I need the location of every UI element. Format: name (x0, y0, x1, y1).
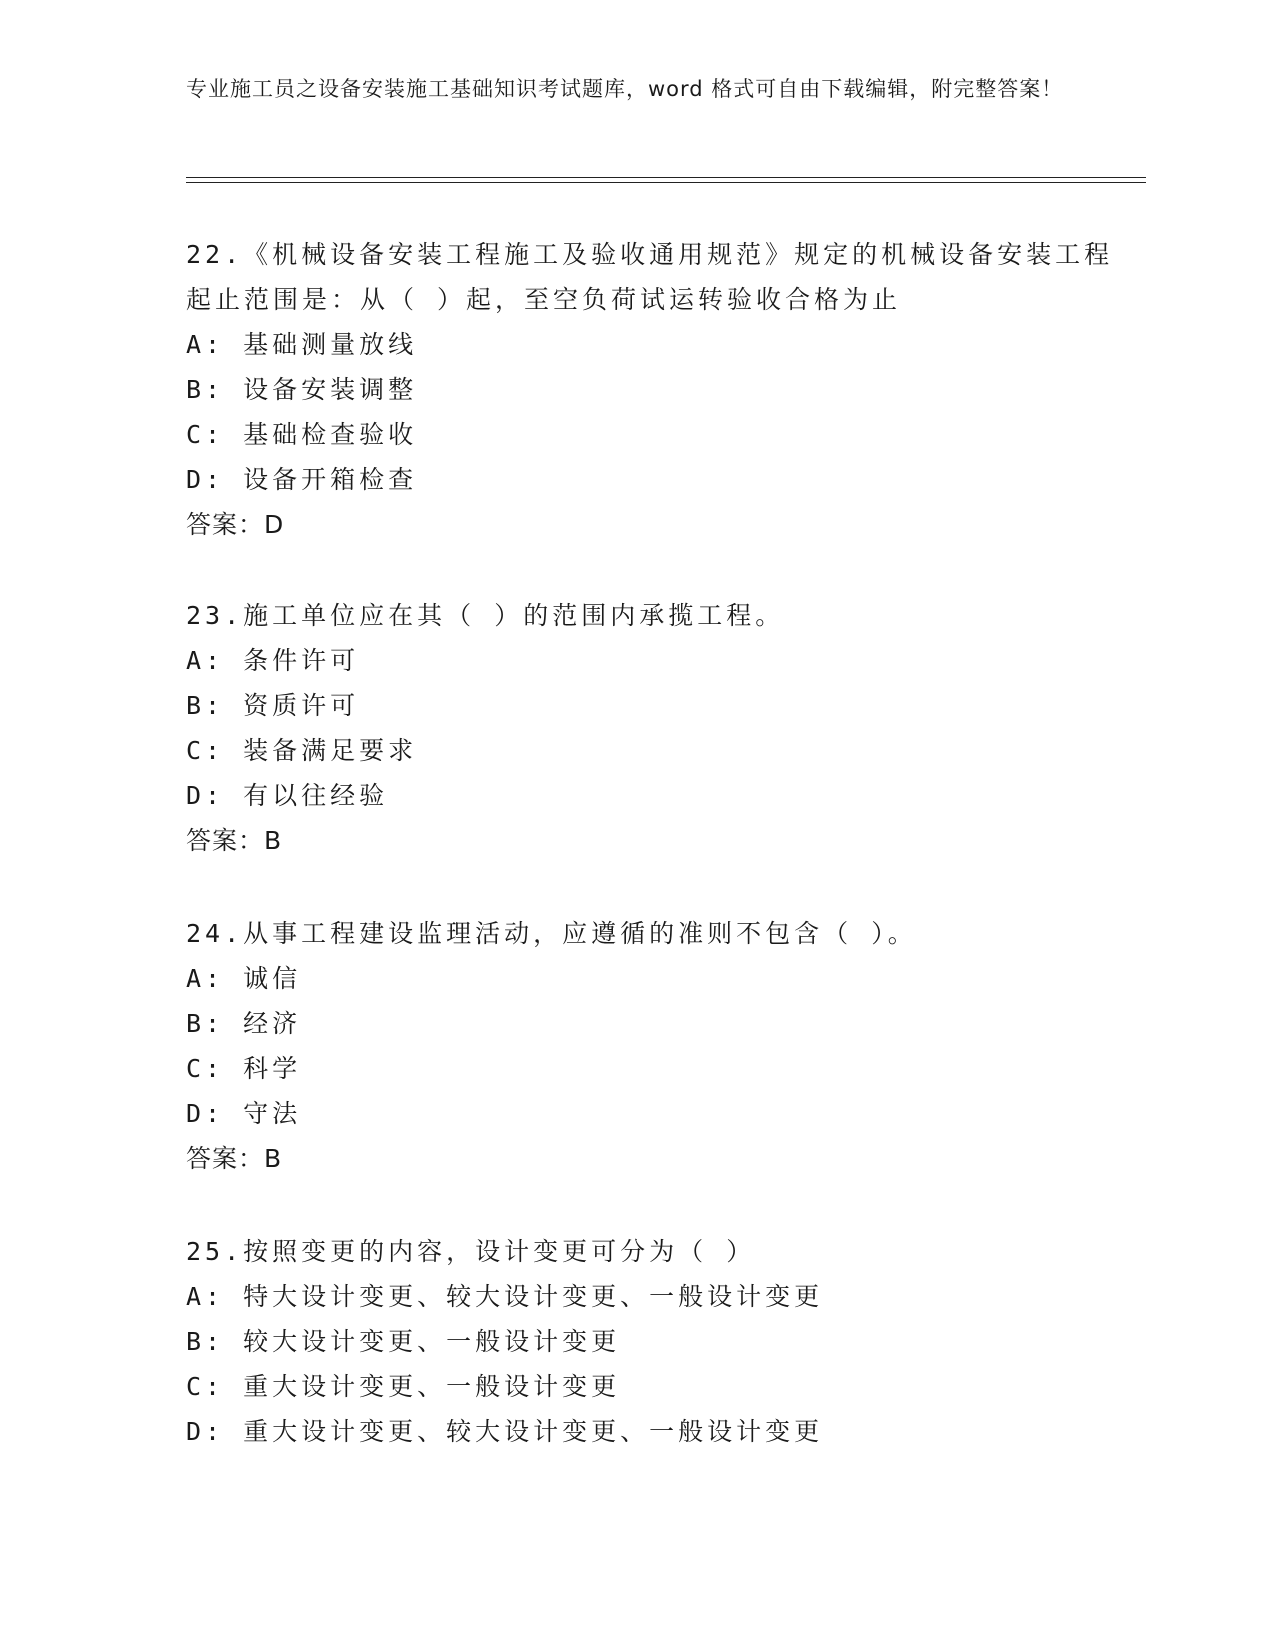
answer: 答案：B (186, 1144, 283, 1173)
document-page (186, 0, 1146, 1650)
question-stem: 24.从事工程建设监理活动，应遵循的准则不包含（ ）。 (186, 919, 917, 948)
question-25 (186, 1229, 1126, 1454)
question-24 (186, 911, 1126, 1181)
option-d: D: 守法 (186, 1099, 302, 1128)
answer: 答案：B (186, 826, 283, 855)
option-b: B: 经济 (186, 1009, 302, 1038)
question-stem: 23.施工单位应在其（ ）的范围内承揽工程。 (186, 601, 785, 630)
option-c: C: 装备满足要求 (186, 736, 418, 765)
option-a: A: 基础测量放线 (186, 330, 418, 359)
option-a: A: 诚信 (186, 964, 302, 993)
option-b: B: 设备安装调整 (186, 375, 418, 404)
option-c: C: 重大设计变更、一般设计变更 (186, 1372, 621, 1401)
header-rule-top (186, 177, 1146, 178)
question-22 (186, 232, 1126, 547)
option-a: A: 特大设计变更、较大设计变更、一般设计变更 (186, 1282, 824, 1311)
option-c: C: 基础检查验收 (186, 420, 418, 449)
question-stem: 25.按照变更的内容，设计变更可分为（ ） (186, 1237, 756, 1266)
question-stem: 22.《机械设备安装工程施工及验收通用规范》规定的机械设备安装工程起止范围是：从（ ）起，至空负荷试运转验收合格为止 (186, 240, 1114, 314)
header-rule-bottom (186, 182, 1146, 183)
option-b: B: 较大设计变更、一般设计变更 (186, 1327, 621, 1356)
option-c: C: 科学 (186, 1054, 302, 1083)
option-d: D: 重大设计变更、较大设计变更、一般设计变更 (186, 1417, 824, 1446)
option-a: A: 条件许可 (186, 646, 360, 675)
question-23 (186, 593, 1126, 863)
option-d: D: 设备开箱检查 (186, 465, 418, 494)
answer: 答案：D (186, 510, 285, 539)
document-header: 专业施工员之设备安装施工基础知识考试题库，word 格式可自由下载编辑，附完整答案！ (186, 77, 1064, 101)
option-d: D: 有以往经验 (186, 781, 389, 810)
option-b: B: 资质许可 (186, 691, 360, 720)
